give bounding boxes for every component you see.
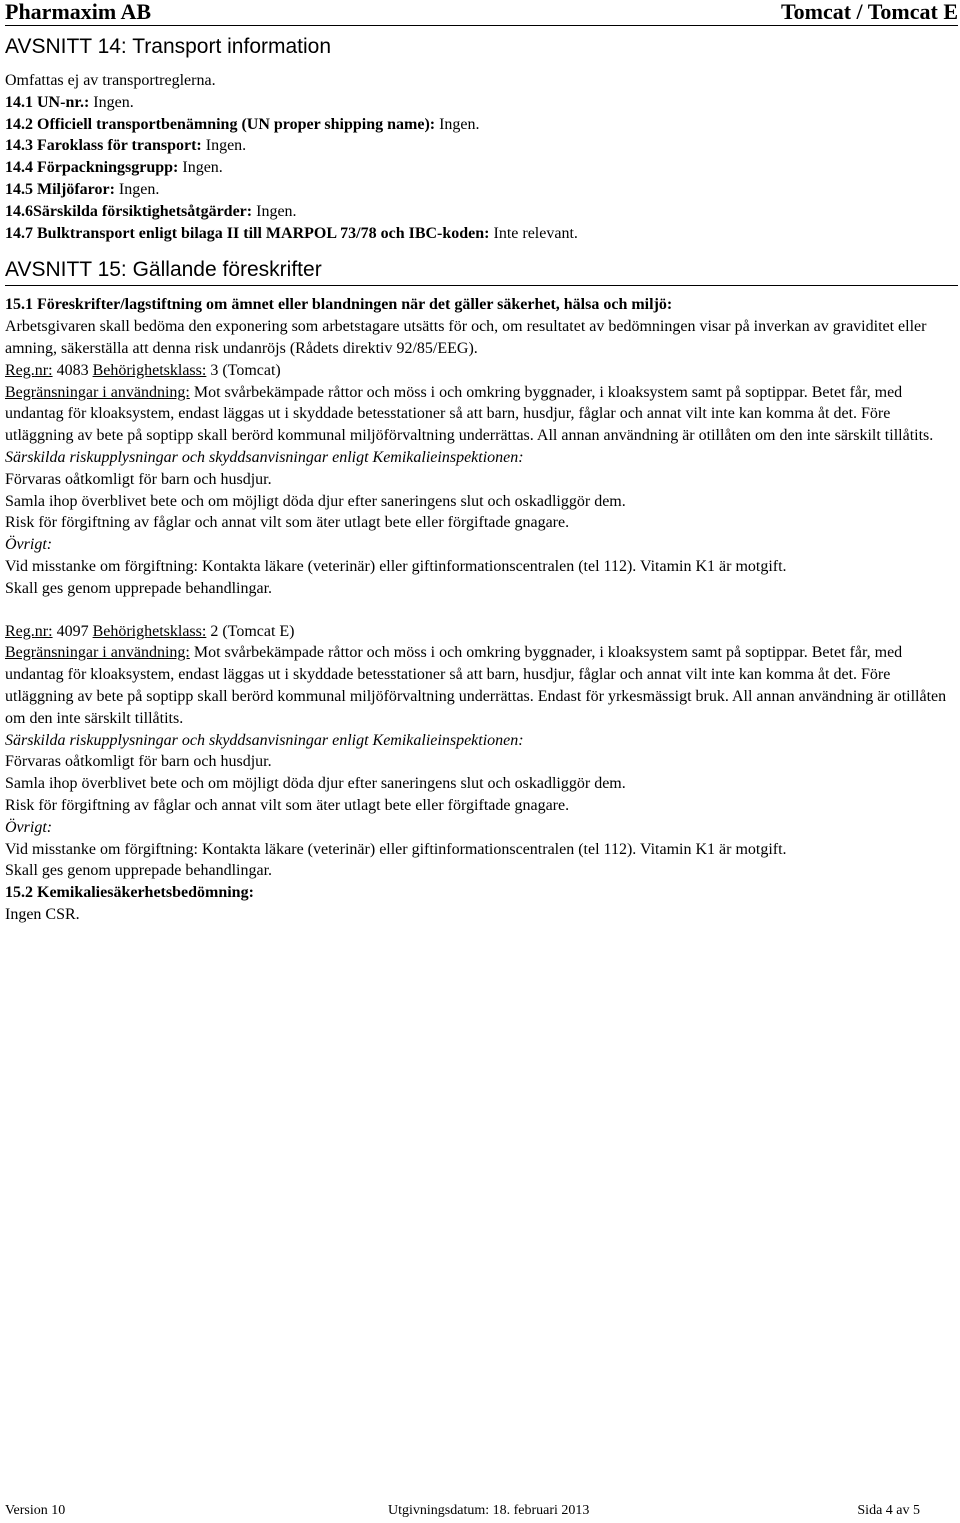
class-label: Behörighetsklass: [92,361,207,379]
header-rule [5,25,958,26]
reg-value: 4097 [52,622,93,640]
document-page [5,0,958,926]
special-line: Risk för förgiftning av fåglar och annat vilt som äter utlagt bete eller förgiftade gnagare. [5,514,570,532]
class-label: Behörighetsklass: [92,622,207,640]
special-line: Förvaras oåtkomligt för barn och husdjur. [5,753,272,771]
special-heading: Särskilda riskupplysningar och skyddsanvisningar enligt Kemikalieinspektionen: [5,448,524,466]
item-label: 14.1 UN-nr.: [5,93,90,111]
transport-item [5,114,958,136]
section-14-title: AVSNITT 14: Transport information [5,35,332,58]
company-name: Pharmaxim AB [5,0,152,24]
page-footer [5,1503,920,1523]
reg-value: 4083 [52,361,93,379]
transport-item [5,179,958,201]
item-label: 14.3 Faroklass för transport: [5,137,202,155]
transport-item [5,135,958,157]
special-line: Förvaras oåtkomligt för barn och husdjur. [5,470,272,488]
item-value: Ingen. [201,137,247,155]
item-label: 14.6Särskilda försiktighetsåtgärder: [5,202,253,220]
class-value: 2 (Tomcat E) [206,622,295,640]
item-value: Ingen. [178,159,223,177]
product-name: Tomcat / Tomcat E [780,0,958,24]
section-15-title: AVSNITT 15: Gällande föreskrifter [5,252,958,286]
item-label: 14.7 Bulktransport enligt bilaga II till MARPOL 73/78 och IBC-koden: [5,224,490,242]
restriction-paragraph [5,382,958,447]
other-line: Vid misstanke om förgiftning: Kontakta läkare (veterinär) eller giftinformationscentralen (tel 112). Vitamin K1 är motgift. [5,557,787,575]
subsection-15-1-title: 15.1 Föreskrifter/lagstiftning om ämnet eller blandningen när det gäller säkerhet, hälsa och miljö: [5,296,673,314]
page-header [5,0,958,25]
registration-line [5,360,958,382]
item-label: 14.4 Förpackningsgrupp: [5,159,179,177]
item-value: Ingen. [435,115,480,133]
class-value: 3 (Tomcat) [206,361,281,379]
item-label: 14.2 Officiell transportbenämning (UN proper shipping name): [5,115,436,133]
special-line: Samla ihop överblivet bete och om möjligt döda djur efter saneringens slut och oskadliggör dem. [5,775,626,793]
transport-item [5,223,958,245]
other-heading: Övrigt: [5,536,53,554]
item-value: Ingen. [114,180,160,198]
reg-label: Reg.nr: [5,361,53,379]
transport-item [5,157,958,179]
section-14-intro: Omfattas ej av transportreglerna. [5,72,216,89]
subsection-15-1-text: Arbetsgivaren skall bedöma den exponering som arbetstagare utsätts för och, om resultatet av bedömningen visar på inverkan av graviditet eller amning, säkerställa att denna risk undanröjs (Rådets direktiv 92/85/EEG). [5,318,927,357]
footer-date: Utgivningsdatum: 18. februari 2013 [388,1503,590,1518]
other-line: Vid misstanke om förgiftning: Kontakta läkare (veterinär) eller giftinformationscentralen (tel 112). Vitamin K1 är motgift. [5,840,787,858]
other-line: Skall ges genom upprepade behandlingar. [5,862,273,880]
restriction-paragraph [5,642,958,729]
restriction-label: Begränsningar i användning: [5,383,190,401]
footer-version: Version 10 [5,1503,66,1518]
restriction-text: Mot svårbekämpade råttor och möss i och omkring byggnader, i kloaksystem samt på soptippar. Betet får, med undantag för kloaksystem, endast läggas ut i skyddade betesstationer så att barn, husdjur, fåglar och annat vilt inte kan komma åt det. Före utläggning av bete på soptipp skall berörd kommunal miljöförvaltning underrättas. Endast för yrkesmässigt bruk. All annan användning är otillåten om den inte särskilt tillåtits. [5,644,947,727]
subsection-15-2-title: 15.2 Kemikaliesäkerhetsbedömning: [5,884,254,902]
restriction-label: Begränsningar i användning: [5,644,190,662]
subsection-15-2-text: Ingen CSR. [5,905,80,923]
registration-line [5,621,958,643]
transport-item [5,92,958,114]
item-value: Ingen. [89,93,134,111]
item-value: Ingen. [252,202,297,220]
other-heading: Övrigt: [5,818,53,836]
reg-label: Reg.nr: [5,622,53,640]
item-value: Inte relevant. [489,224,578,242]
special-line: Risk för förgiftning av fåglar och annat vilt som äter utlagt bete eller förgiftade gnagare. [5,796,570,814]
transport-item [5,201,958,223]
special-line: Samla ihop överblivet bete och om möjligt döda djur efter saneringens slut och oskadliggör dem. [5,492,626,510]
special-heading: Särskilda riskupplysningar och skyddsanvisningar enligt Kemikalieinspektionen: [5,731,524,749]
other-line: Skall ges genom upprepade behandlingar. [5,579,273,597]
restriction-text: Mot svårbekämpade råttor och möss i och omkring byggnader, i kloaksystem samt på soptippar. Betet får, med undantag för kloaksystem, endast läggas ut i skyddade betesstationer så att barn, husdjur, fåglar och annat vilt inte kan komma åt det. Före utläggning av bete på soptipp skall berörd kommunal miljöförvaltning underrättas. All annan användning är otillåten om den inte särskilt tillåtits. [5,383,934,445]
footer-page-number: Sida 4 av 5 [857,1503,920,1518]
item-label: 14.5 Miljöfaror: [5,180,115,198]
